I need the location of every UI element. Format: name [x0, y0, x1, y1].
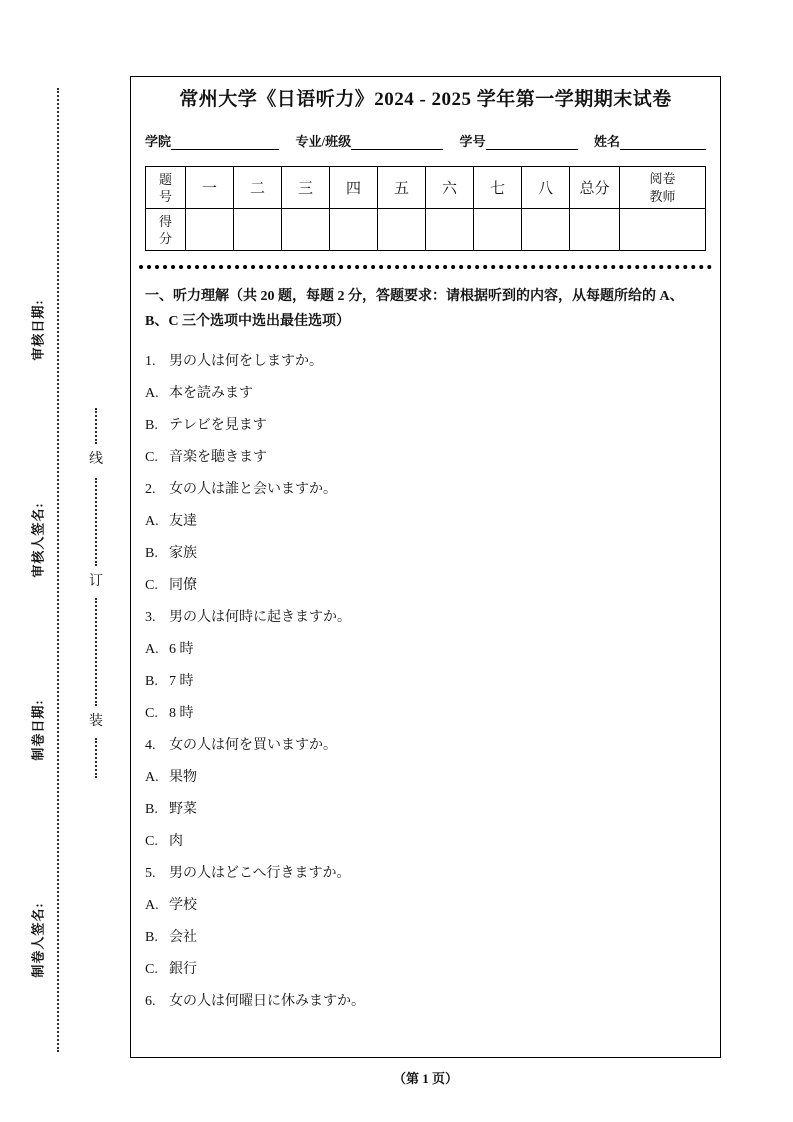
- instructions-line-2: B、C 三个选项中选出最佳选项）: [145, 314, 350, 329]
- info-field-4: [594, 131, 706, 150]
- score-cell-empty: [234, 209, 282, 251]
- question-option: [145, 378, 706, 410]
- question-text: 女の人は何曜日に休みますか。: [169, 994, 365, 1009]
- option-text: 8 時: [169, 706, 194, 721]
- option-text: 同僚: [169, 578, 197, 593]
- question-option: [145, 826, 706, 858]
- question-text: 男の人はどこへ行きますか。: [169, 866, 351, 881]
- option-text: 銀行: [169, 962, 197, 977]
- option-text: 友達: [169, 514, 197, 529]
- option-label: C.: [145, 962, 158, 977]
- margin-label-maker-sign: 制卷人签名:: [30, 902, 46, 978]
- option-label: A.: [145, 514, 159, 529]
- binding-line-segment: [95, 738, 97, 778]
- score-rowhead-number-label: 题号: [158, 171, 172, 204]
- info-field-label: 专业/班级: [295, 134, 352, 149]
- page-number: （第 1 页）: [392, 1071, 458, 1086]
- score-cell-empty: [474, 209, 522, 251]
- option-label: A.: [145, 898, 159, 913]
- option-label: A.: [145, 770, 159, 785]
- question-option: [145, 442, 706, 474]
- option-label: C.: [145, 578, 158, 593]
- margin-label-reviewer-sign: 审核人签名:: [30, 502, 46, 578]
- score-col-header: 一: [186, 167, 234, 209]
- option-text: 野菜: [169, 802, 197, 817]
- binding-line-segment: [95, 408, 97, 444]
- option-label: C.: [145, 834, 158, 849]
- question: [145, 474, 706, 506]
- fold-dotted-line: [57, 88, 59, 1052]
- score-col-header: 六: [426, 167, 474, 209]
- question-option: [145, 890, 706, 922]
- question-option: [145, 922, 706, 954]
- binding-line-segment: [95, 478, 97, 566]
- question-number: 1.: [145, 354, 156, 369]
- question-number: 3.: [145, 610, 156, 625]
- info-field-blank: [351, 135, 443, 150]
- option-label: C.: [145, 450, 158, 465]
- question-option: [145, 634, 706, 666]
- option-label: B.: [145, 802, 158, 817]
- score-cell-empty: [186, 209, 234, 251]
- option-label: A.: [145, 386, 159, 401]
- exam-title: 常州大学《日语听力》2024 - 2025 学年第一学期期末试卷: [179, 89, 672, 110]
- instructions-line-1: 一、听力理解（共 20 题，每题 2 分，答题要求：请根据听到的内容，从每题所给的 A、: [145, 289, 684, 304]
- question-option: [145, 698, 706, 730]
- option-text: 7 時: [169, 674, 194, 689]
- question-option: [145, 570, 706, 602]
- question-text: 男の人は何時に起きますか。: [169, 610, 351, 625]
- question-list: [145, 346, 706, 1018]
- question-number: 4.: [145, 738, 156, 753]
- option-text: テレビを見ます: [169, 418, 267, 433]
- margin-label-review-date: 审核日期:: [30, 299, 46, 361]
- question-text: 女の人は誰と会いますか。: [169, 482, 337, 497]
- binding-char-ding: 订: [89, 574, 103, 589]
- score-col-header: 八: [522, 167, 570, 209]
- score-col-grader-label: 阅卷教师: [649, 170, 676, 204]
- score-cell-empty: [330, 209, 378, 251]
- question-text: 女の人は何を買いますか。: [169, 738, 337, 753]
- option-text: 音楽を聴きます: [169, 450, 267, 465]
- info-field-label: 学号: [459, 134, 486, 149]
- option-text: 肉: [169, 834, 183, 849]
- question-option: [145, 954, 706, 986]
- binding-line-segment: [95, 598, 97, 706]
- score-rowhead-score: [146, 209, 186, 251]
- question: [145, 602, 706, 634]
- info-field-label: 姓名: [593, 134, 620, 149]
- score-table: [145, 166, 706, 251]
- option-text: 果物: [169, 770, 197, 785]
- dotted-separator: [139, 265, 712, 269]
- student-info-line: [145, 131, 706, 150]
- option-label: B.: [145, 930, 158, 945]
- option-text: 本を読みます: [169, 386, 253, 401]
- question: [145, 858, 706, 890]
- option-label: C.: [145, 706, 158, 721]
- option-label: A.: [145, 642, 159, 657]
- score-col-header: 七: [474, 167, 522, 209]
- score-cell-empty: [426, 209, 474, 251]
- info-field-blank: [486, 135, 578, 150]
- option-text: 会社: [169, 930, 197, 945]
- score-cell-empty: [378, 209, 426, 251]
- margin-label-make-date: 制卷日期:: [30, 699, 46, 761]
- score-cell-empty: [522, 209, 570, 251]
- info-field-blank: [171, 135, 279, 150]
- score-cell-empty: [570, 209, 620, 251]
- score-col-header: 二: [234, 167, 282, 209]
- option-text: 学校: [169, 898, 197, 913]
- question-option: [145, 410, 706, 442]
- option-label: B.: [145, 674, 158, 689]
- question: [145, 986, 706, 1018]
- score-col-header: 四: [330, 167, 378, 209]
- section-instructions: [145, 284, 706, 334]
- option-label: B.: [145, 418, 158, 433]
- score-rowhead-number: [146, 167, 186, 209]
- question-number: 6.: [145, 994, 156, 1009]
- info-field-3: [460, 131, 578, 150]
- question-option: [145, 506, 706, 538]
- question-number: 2.: [145, 482, 156, 497]
- score-cell-empty: [282, 209, 330, 251]
- info-field-1: [145, 131, 279, 150]
- option-text: 家族: [169, 546, 197, 561]
- binding-char-xian: 线: [89, 452, 103, 467]
- score-col-header: 三: [282, 167, 330, 209]
- question-option: [145, 762, 706, 794]
- score-col-header: 五: [378, 167, 426, 209]
- exam-body: [130, 76, 721, 1058]
- info-field-label: 学院: [145, 134, 172, 149]
- score-cell-empty: [620, 209, 706, 251]
- option-label: B.: [145, 546, 158, 561]
- question-option: [145, 538, 706, 570]
- binding-char-zhuang: 装: [89, 714, 103, 729]
- question-text: 男の人は何をしますか。: [169, 354, 323, 369]
- info-field-2: [295, 131, 443, 150]
- question-option: [145, 666, 706, 698]
- score-col-header: 总分: [570, 167, 620, 209]
- score-col-grader: [620, 167, 706, 209]
- score-rowhead-score-label: 得分: [158, 213, 172, 246]
- question-option: [145, 794, 706, 826]
- question: [145, 346, 706, 378]
- question-number: 5.: [145, 866, 156, 881]
- info-field-blank: [620, 135, 706, 150]
- option-text: 6 時: [169, 642, 194, 657]
- question: [145, 730, 706, 762]
